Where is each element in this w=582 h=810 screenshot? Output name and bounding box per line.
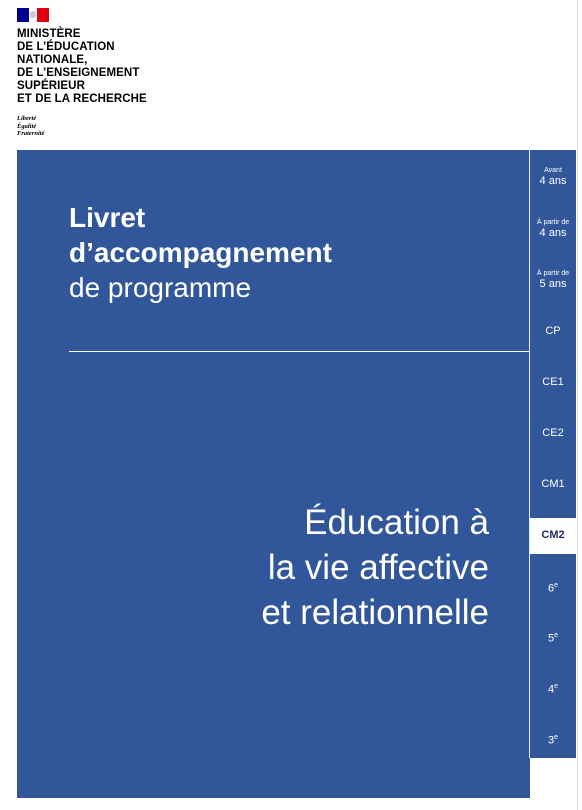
level-tab-label [530, 629, 576, 646]
ministry-name [17, 28, 177, 106]
level-tab-label: CM1 [541, 478, 565, 490]
ministry-line: MINISTÈRE [17, 28, 81, 40]
level-tab-4e [530, 680, 576, 697]
page-edge [577, 0, 578, 810]
level-number: 3 [547, 734, 555, 747]
marianne-flag-icon [17, 8, 49, 22]
level-suffix: e [554, 582, 559, 589]
level-tab-caption: À partir de [536, 270, 570, 277]
level-tab-label: CM2 [541, 529, 565, 541]
level-strip [530, 150, 576, 758]
subject-title [261, 500, 489, 635]
motto-line: Fraternité [17, 130, 45, 137]
level-tab-partir-4-ans [530, 219, 576, 240]
level-tab-3e [530, 731, 576, 748]
level-suffix: e [554, 734, 559, 741]
level-strip-divider [529, 150, 530, 758]
ministry-line: DE L’ÉDUCATION [17, 41, 115, 53]
level-tab-6e [530, 579, 576, 596]
document-type-title [69, 200, 332, 305]
level-tab-avant-4-ans [530, 167, 576, 188]
ministry-line: NATIONALE, [17, 54, 88, 66]
level-suffix: e [554, 683, 559, 690]
subject-line: la vie affective [267, 548, 489, 587]
level-suffix: e [554, 632, 559, 639]
level-tab-caption: À partir de [536, 219, 570, 226]
republic-motto [17, 115, 44, 138]
ministry-line: SUPÉRIEUR [17, 80, 85, 92]
title-line-accompagnement: d’accompagnement [69, 237, 332, 268]
motto-line: Égalité [17, 122, 37, 130]
level-tab-label: CE1 [542, 376, 564, 388]
year-bold: 25 [485, 760, 527, 802]
level-tab-caption: Avant [544, 167, 562, 174]
title-line-programme: de programme [69, 272, 252, 303]
level-tab-cm1 [530, 478, 576, 491]
level-tab-label: 4 ans [539, 227, 567, 239]
year-light: 20 [444, 760, 486, 802]
ministry-line: DE L’ENSEIGNEMENT [17, 67, 140, 79]
level-number: 5 [547, 632, 555, 645]
level-tab-label [530, 680, 576, 697]
title-divider [69, 351, 530, 352]
level-tab-ce2 [530, 427, 576, 440]
ministry-line: ET DE LA RECHERCHE [17, 93, 147, 105]
motto-line: Liberté [17, 115, 37, 122]
title-line-livret: Livret [69, 202, 146, 233]
level-tab-label: 5 ans [539, 278, 567, 290]
level-tab-ce1 [530, 376, 576, 389]
level-tab-label: CP [545, 325, 561, 337]
level-number: 4 [547, 683, 555, 696]
level-tab-label [530, 731, 576, 748]
level-tab-5e [530, 629, 576, 646]
level-tab-cp [530, 325, 576, 338]
subject-line: et relationnelle [261, 593, 489, 632]
level-tab-cm2-active [530, 518, 576, 554]
level-number: 6 [547, 582, 555, 595]
level-tab-label: 4 ans [539, 175, 567, 187]
level-tab-label [530, 579, 576, 596]
level-tab-partir-5-ans [530, 270, 576, 291]
level-tab-label: CE2 [542, 427, 564, 439]
publication-year [444, 759, 527, 803]
subject-line: Éducation à [304, 503, 489, 542]
